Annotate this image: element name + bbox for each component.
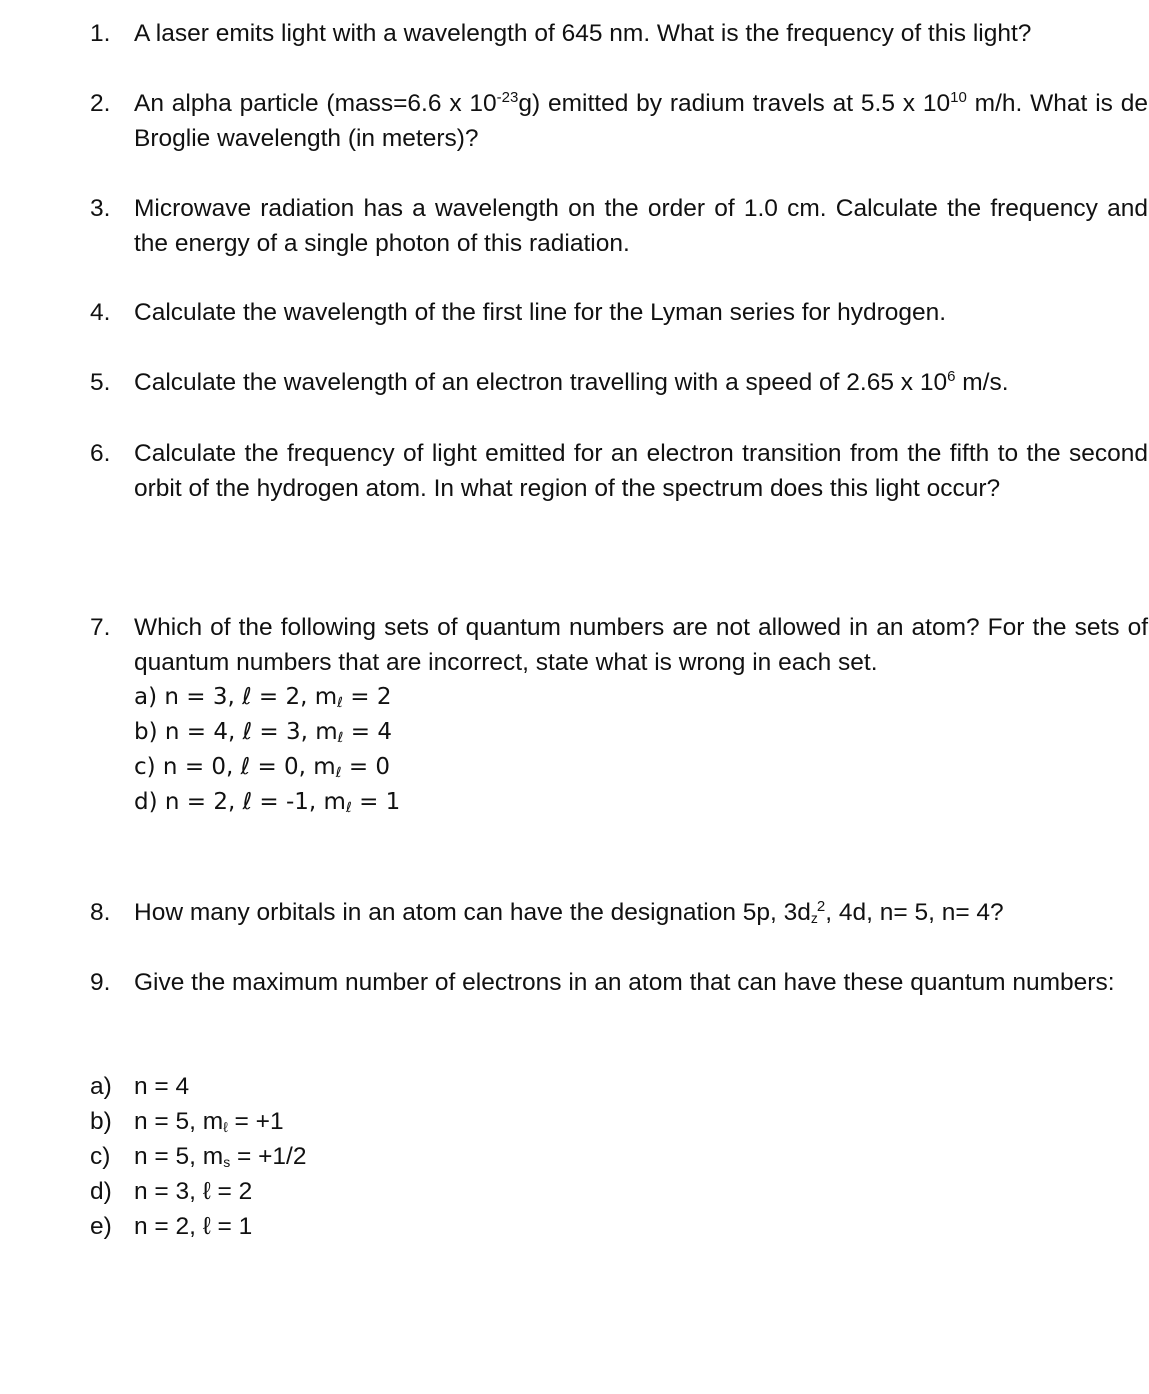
text: = 1 [351, 789, 401, 815]
text: , 4d, n= 5, n= 4? [825, 899, 1004, 926]
question-text [134, 86, 1148, 156]
question-number: 5. [90, 369, 111, 396]
option-b [134, 715, 1148, 750]
option-label: d) [90, 1178, 112, 1205]
subscript: ℓ [223, 1119, 228, 1135]
text: n = 3, ℓ = 2 [134, 1178, 253, 1205]
subscript: ℓ [335, 765, 342, 781]
option-a [134, 680, 1148, 715]
text: An alpha particle (mass=6.6 x 10 [134, 90, 497, 117]
option-e [90, 1209, 1148, 1244]
question-8 [90, 895, 1148, 930]
text: = 0 [341, 754, 391, 780]
question-number: 7. [90, 614, 111, 641]
option-d [134, 785, 1148, 820]
text: Calculate the wavelength of an electron travelling with a speed of 2.65 x 10 [134, 369, 948, 396]
text: = +1/2 [230, 1143, 307, 1170]
question-2 [90, 86, 1148, 156]
question-text: Calculate the wavelength of the first line for the Lyman series for hydrogen. [134, 299, 947, 326]
option-c [134, 750, 1148, 785]
text: How many orbitals in an atom can have the designation 5p, 3d [134, 899, 811, 926]
text: g) emitted by radium travels at 5.5 x 10 [518, 90, 951, 117]
exponent: 10 [950, 89, 967, 106]
question-number: 3. [90, 195, 111, 222]
option-label: a) [90, 1073, 112, 1100]
option-label: b) [90, 1108, 112, 1135]
question-number: 2. [90, 90, 111, 117]
option-label: c) [90, 1143, 111, 1170]
subscript: ℓ [345, 800, 352, 816]
text: m/h. What is de Broglie wavelength (in meters)? [134, 90, 1148, 152]
question-text: Which of the following sets of quantum numbers are not allowed in an atom? For the sets of quantum numbers that are incorrect, state what is wrong in each set. [134, 614, 1148, 676]
subscript: s [223, 1154, 231, 1170]
text: = 2 [342, 684, 392, 710]
subscript: ℓ [337, 730, 344, 746]
text: b) n = 4, ℓ = 3, m [134, 719, 338, 745]
question-9 [90, 965, 1148, 1000]
question-text [134, 895, 1148, 930]
question-5 [90, 365, 1148, 400]
question-3 [90, 191, 1148, 261]
text: = 4 [343, 719, 392, 745]
question-6 [90, 436, 1148, 506]
exponent: 6 [947, 368, 956, 385]
text: n = 4 [134, 1073, 190, 1100]
question-number: 8. [90, 899, 111, 926]
option-c [90, 1139, 1148, 1174]
option-a [90, 1069, 1148, 1104]
question-4 [90, 295, 1148, 330]
question-text: Microwave radiation has a wavelength on the order of 1.0 cm. Calculate the frequency and the energy of a single photon of this radiation. [134, 195, 1148, 257]
text: n = 2, ℓ = 1 [134, 1213, 253, 1240]
option-d [90, 1174, 1148, 1209]
text: c) n = 0, ℓ = 0, m [134, 754, 336, 780]
text: n = 5, m [134, 1108, 224, 1135]
option-b [90, 1104, 1148, 1139]
subscript: z [810, 910, 818, 926]
text: = +1 [227, 1108, 284, 1135]
question-1 [90, 16, 1148, 51]
question-7 [90, 610, 1148, 820]
question-9-options [90, 1069, 1148, 1244]
question-text: Give the maximum number of electrons in an atom that can have these quantum numbers: [134, 969, 1115, 996]
options-list [134, 680, 1148, 820]
question-number: 4. [90, 299, 111, 326]
text: a) n = 3, ℓ = 2, m [134, 684, 338, 710]
subscript: ℓ [337, 695, 343, 711]
exponent: -23 [496, 89, 519, 106]
question-number: 9. [90, 969, 111, 996]
question-text: A laser emits light with a wavelength of 645 nm. What is the frequency of this light? [134, 20, 1032, 47]
exponent: 2 [816, 898, 826, 915]
text: n = 5, m [134, 1143, 224, 1170]
question-text [134, 365, 1148, 400]
question-text: Calculate the frequency of light emitted for an electron transition from the fifth to the second orbit of the hydrogen atom. In what region of the spectrum does this light occur? [134, 440, 1148, 502]
question-number: 1. [90, 20, 111, 47]
text: d) n = 2, ℓ = -1, m [134, 789, 346, 815]
option-label: e) [90, 1213, 112, 1240]
question-number: 6. [90, 440, 111, 467]
text: m/s. [955, 369, 1009, 396]
